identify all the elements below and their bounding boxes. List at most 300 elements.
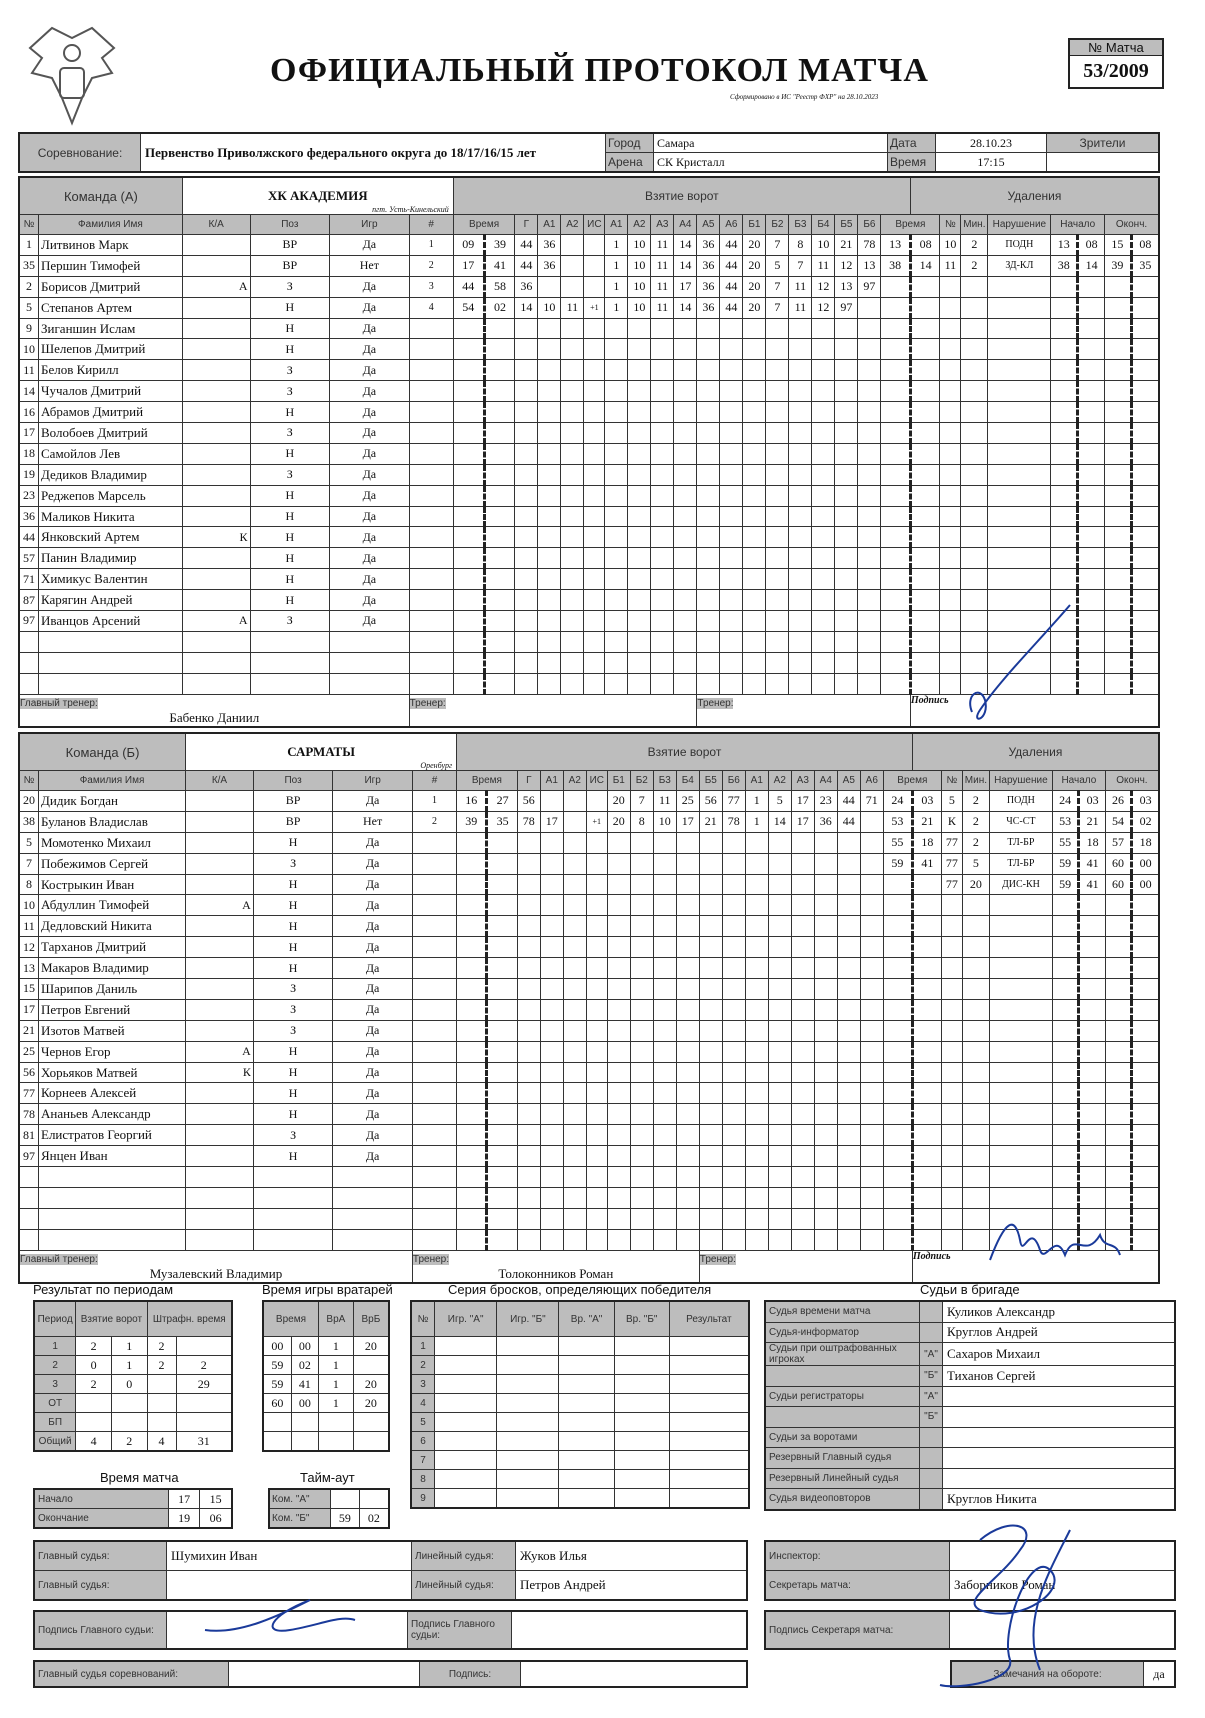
- team-a-goal-a2: [561, 443, 584, 464]
- team-a-onice-a: [720, 631, 743, 652]
- team-a-onice-a: [605, 443, 628, 464]
- team-b-onice-a: [699, 1104, 722, 1125]
- team-b-city: Оренбург: [420, 761, 453, 770]
- team-a-onice-a: [674, 443, 697, 464]
- team-a-onice-b: [766, 443, 789, 464]
- team-a-onice-a: [674, 569, 697, 590]
- team-b-player-position: [253, 1167, 333, 1188]
- team-b-onice-a: [630, 937, 653, 958]
- team-a-onice-a: [651, 318, 674, 339]
- team-b-onice-a: [630, 999, 653, 1020]
- team-b-onice-b: [791, 937, 814, 958]
- team-b-pen-end-sec: [1132, 895, 1159, 916]
- team-b-onice-b: [860, 874, 883, 895]
- team-a-player-number: 19: [19, 464, 39, 485]
- table-row: [19, 506, 1159, 527]
- team-b-goal-min: [457, 895, 487, 916]
- team-a-onice-a: [651, 631, 674, 652]
- team-a-goal-a2: [561, 485, 584, 506]
- team-b-goal-is: [586, 1208, 607, 1229]
- team-b-player-played: Да: [333, 895, 413, 916]
- team-b-player-played: Да: [333, 1020, 413, 1041]
- team-a-onice-a: 17: [674, 276, 697, 297]
- team-a-onice-a: 36: [697, 297, 720, 318]
- team-a-onice-a: 10: [628, 276, 651, 297]
- team-b-onice-a: [722, 1020, 745, 1041]
- team-b-pen-minutes: [962, 1041, 989, 1062]
- team-b-onice-a: [722, 1146, 745, 1167]
- team-a-goal-scorer: [515, 569, 538, 590]
- team-a-onice-a: [674, 548, 697, 569]
- team-a-pen-min: [881, 652, 910, 673]
- table-row: [765, 1386, 1175, 1407]
- team-a-goal-num: [409, 611, 453, 632]
- team-b-onice-b: [814, 895, 837, 916]
- team-a-pen-end-sec: [1131, 485, 1159, 506]
- team-b-onice-a: [676, 937, 699, 958]
- team-b-pen-end-sec: [1132, 958, 1159, 979]
- period-pen-b: 31: [176, 1432, 232, 1452]
- team-b-pen-violation: [989, 1083, 1052, 1104]
- team-b-player-position: З: [253, 853, 333, 874]
- team-b-player-number: 7: [19, 853, 39, 874]
- shootout-result: [669, 1451, 749, 1470]
- team-a-pen-sec: [910, 652, 939, 673]
- team-b-player-played: Нет: [333, 811, 413, 832]
- team-b-player-position: Н: [253, 895, 333, 916]
- team-b-pen-player: [941, 1083, 962, 1104]
- team-b-player-played: Да: [333, 999, 413, 1020]
- team-a-goal-min: [453, 485, 484, 506]
- table-row: [19, 276, 1159, 297]
- team-a-onice-a: [605, 318, 628, 339]
- team-a-onice-a: [651, 464, 674, 485]
- team-b-pen-end-sec: 00: [1132, 874, 1159, 895]
- team-a-goal-scorer: [515, 485, 538, 506]
- team-a-onice-a-header: А6: [720, 215, 743, 235]
- team-b-goal-a2: [563, 853, 586, 874]
- team-b-pen-start-sec: [1079, 1020, 1105, 1041]
- shootout-player-a: [435, 1394, 497, 1413]
- team-a-pen-min: 38: [881, 255, 910, 276]
- team-a-player-name: Першин Тимофей: [39, 255, 183, 276]
- period-pen-a: 2: [147, 1337, 176, 1356]
- team-b-pen-sec: [912, 1229, 941, 1250]
- team-b-onice-a: [676, 1229, 699, 1250]
- team-a-onice-a: 36: [697, 255, 720, 276]
- team-b-onice-a: [722, 1187, 745, 1208]
- shootout-goalie-b: [614, 1451, 669, 1470]
- team-b-pen-player: [941, 1104, 962, 1125]
- team-b-onice-b: [745, 832, 768, 853]
- team-b-goal-a2: [563, 1062, 586, 1083]
- shootout-num: 4: [411, 1394, 435, 1413]
- team-a-a2-header: А2: [561, 215, 584, 235]
- team-a-player-number: 23: [19, 485, 39, 506]
- team-a-onice-a: [720, 443, 743, 464]
- team-b-onice-b: [814, 958, 837, 979]
- goalie-b: 20: [353, 1394, 389, 1413]
- team-a-onice-b: [789, 569, 812, 590]
- team-b-onice-a: [607, 1208, 630, 1229]
- team-a-pen-sec: [910, 402, 939, 423]
- team-b-pen-start-min: [1052, 979, 1078, 1000]
- team-b-goal-is: [586, 874, 607, 895]
- team-a-pen-player: [940, 506, 961, 527]
- team-b-onice-a-header: Б2: [630, 771, 653, 791]
- team-a-pen-player: [940, 464, 961, 485]
- team-b-pen-end-min: [1105, 1020, 1131, 1041]
- team-b-onice-a: [653, 1187, 676, 1208]
- team-b-onice-a: [676, 1146, 699, 1167]
- table-row: [19, 360, 1159, 381]
- team-a-onice-a: [605, 464, 628, 485]
- team-b-player-role: [186, 1167, 254, 1188]
- team-a-onice-b: [812, 631, 835, 652]
- team-a-onice-a: [697, 611, 720, 632]
- team-a-goal-num: 3: [409, 276, 453, 297]
- team-a-pen-start-sec: [1078, 548, 1105, 569]
- team-b-onice-a: [653, 1167, 676, 1188]
- team-a-pen-min: 13: [881, 235, 910, 256]
- team-b-goal-scorer: [517, 832, 540, 853]
- shootout-header: Вр. "Б": [614, 1301, 669, 1337]
- table-row: [411, 1394, 749, 1413]
- team-a-goal-sec: [484, 443, 515, 464]
- team-a-onice-a: [697, 423, 720, 444]
- periods-title: Результат по периодам: [33, 1282, 174, 1297]
- team-a-goal-scorer: [515, 464, 538, 485]
- team-a-onice-b: [858, 590, 881, 611]
- team-a-pen-end-sec: [1131, 527, 1159, 548]
- team-b-goal-sec: 35: [487, 811, 517, 832]
- team-b-onice-b: [791, 979, 814, 1000]
- match-start-label: Начало: [34, 1489, 169, 1509]
- team-b-goal-min: [457, 958, 487, 979]
- team-b-onice-a: 21: [699, 811, 722, 832]
- team-a-goal-is: [584, 339, 605, 360]
- team-b-player-name: Буланов Владислав: [39, 811, 186, 832]
- team-a-player-played: Да: [330, 569, 410, 590]
- team-b-goal-a2: [563, 1020, 586, 1041]
- team-b-onice-b: [745, 999, 768, 1020]
- table-row: [34, 1375, 232, 1394]
- team-b-goal-a1: [540, 1104, 563, 1125]
- team-b-goal-min: [457, 1083, 487, 1104]
- team-b-pen-violation: [989, 1187, 1052, 1208]
- team-a-pen-player: 10: [940, 235, 961, 256]
- team-b-pen-start-sec: 03: [1079, 791, 1105, 812]
- team-b-onice-b: [768, 1125, 791, 1146]
- team-b-onice-a: [699, 1208, 722, 1229]
- team-b-onice-b: [768, 1062, 791, 1083]
- team-b-pen-end-min: [1105, 1146, 1131, 1167]
- team-a-goal-is: [584, 652, 605, 673]
- team-a-onice-a: [697, 402, 720, 423]
- team-b-onice-a: [699, 874, 722, 895]
- table-row: [19, 958, 1159, 979]
- team-b-onice-b: [745, 1208, 768, 1229]
- team-a-goal-min: [453, 673, 484, 694]
- team-a-goal-a2: [561, 360, 584, 381]
- team-b-onice-b: [860, 1062, 883, 1083]
- team-a-goal-scorer-header: Г: [515, 215, 538, 235]
- team-b-goal-is: [586, 958, 607, 979]
- team-a-goal-num: [409, 318, 453, 339]
- team-a-onice-a: [674, 381, 697, 402]
- team-a-onice-a: [674, 590, 697, 611]
- team-b-onice-b: [768, 1020, 791, 1041]
- city: Самара: [654, 133, 888, 153]
- team-a-player-number: 16: [19, 402, 39, 423]
- team-b-pen-sec: [912, 1062, 941, 1083]
- table-row: [411, 1413, 749, 1432]
- table-row: [263, 1356, 389, 1375]
- team-a-goal-a1: 36: [538, 255, 561, 276]
- team-b-onice-b: [860, 1167, 883, 1188]
- team-b-pen-minutes: [962, 1062, 989, 1083]
- team-b-pen-violation: [989, 1104, 1052, 1125]
- team-a-onice-a: 10: [628, 297, 651, 318]
- team-a-player-role: К: [182, 527, 250, 548]
- team-b-goal-a2: [563, 1167, 586, 1188]
- team-a-onice-b: [858, 548, 881, 569]
- team-b-player-name: [39, 1187, 186, 1208]
- team-a-player-name: Самойлов Лев: [39, 443, 183, 464]
- team-b-pen-start-sec: [1079, 916, 1105, 937]
- team-b-goal-sec: [487, 999, 517, 1020]
- team-a-onice-b: [858, 423, 881, 444]
- team-a-pen-end-sec: [1131, 590, 1159, 611]
- team-a-goal-scorer: [515, 631, 538, 652]
- team-b-pen-start-min: [1052, 1146, 1078, 1167]
- team-a-pen-player: [940, 569, 961, 590]
- shootout-player-a: [435, 1470, 497, 1489]
- team-a-onice-b: [812, 443, 835, 464]
- team-a-goal-a2: 11: [561, 297, 584, 318]
- team-b-onice-a: [630, 1020, 653, 1041]
- team-a-onice-b: [766, 318, 789, 339]
- spectators-label: Зрители: [1047, 133, 1160, 153]
- team-b-player-role: [186, 853, 254, 874]
- team-b-pen-player: 77: [941, 832, 962, 853]
- team-b-player-number: 77: [19, 1083, 39, 1104]
- team-a-goal-sec: 41: [484, 255, 515, 276]
- team-a-pen-start-min: [1051, 318, 1078, 339]
- team-b-onice-a: 11: [653, 791, 676, 812]
- shootout-player-b: [497, 1489, 559, 1509]
- team-a-player-position: Н: [250, 297, 330, 318]
- team-a-onice-b: [858, 464, 881, 485]
- team-a-onice-b: [743, 548, 766, 569]
- team-b-goal-min: [457, 1208, 487, 1229]
- table-row: [263, 1337, 389, 1356]
- goalie-change-min: 59: [263, 1356, 291, 1375]
- team-a-goal-scorer: [515, 611, 538, 632]
- team-a-pen-start-sec: [1078, 506, 1105, 527]
- team-a-pen-sec: [910, 360, 939, 381]
- table-row: [765, 1343, 1175, 1366]
- team-a-onice-a: [720, 423, 743, 444]
- team-b-onice-b: [837, 999, 860, 1020]
- team-b-goal-num: [412, 1229, 456, 1250]
- team-b-player-number: 8: [19, 874, 39, 895]
- team-b-onice-a: [630, 1125, 653, 1146]
- team-b-goal-min: [457, 1041, 487, 1062]
- official-sub: [920, 1448, 943, 1469]
- team-b-pen-minutes: [962, 1167, 989, 1188]
- team-a-pen-end-min: [1105, 297, 1132, 318]
- team-a-onice-b: [743, 464, 766, 485]
- team-a-goal-min: [453, 631, 484, 652]
- team-a-onice-a: [697, 673, 720, 694]
- team-a-goal-a2: [561, 423, 584, 444]
- team-a-onice-b: [812, 569, 835, 590]
- team-a-pen-min: [881, 548, 910, 569]
- table-row: [411, 1337, 749, 1356]
- official-name: [943, 1427, 1176, 1448]
- team-b-player-position: [253, 1229, 333, 1250]
- team-b-player-position: З: [253, 1020, 333, 1041]
- team-a-pos-header: Поз: [250, 215, 330, 235]
- team-b-goal-min: [457, 999, 487, 1020]
- team-a-player-name: Янковский Артем: [39, 527, 183, 548]
- team-a-goal-is: [584, 318, 605, 339]
- team-b-pen-minutes: [962, 895, 989, 916]
- team-b-goal-sec: [487, 895, 517, 916]
- table-row: [34, 1337, 232, 1356]
- team-a-onice-a: [720, 360, 743, 381]
- team-a-goal-num: [409, 360, 453, 381]
- team-a-onice-a: 36: [697, 235, 720, 256]
- team-b-onice-a: [630, 979, 653, 1000]
- team-b-player-name: Дедловский Никита: [39, 916, 186, 937]
- team-a-onice-b: [835, 318, 858, 339]
- team-b-pen-start-sec: 41: [1079, 853, 1105, 874]
- team-a-goal-a1: [538, 548, 561, 569]
- team-a-pen-start-min: [1051, 339, 1078, 360]
- team-b-onice-b: [768, 999, 791, 1020]
- team-a-goal-scorer: [515, 527, 538, 548]
- team-b-pen-min: [883, 1187, 912, 1208]
- team-a-onice-b: 20: [743, 235, 766, 256]
- team-b-goal-scorer: [517, 874, 540, 895]
- team-b-pen-min: 53: [883, 811, 912, 832]
- team-b-onice-a: [676, 1062, 699, 1083]
- team-b-goal-is: [586, 937, 607, 958]
- team-b-pen-end-min: [1105, 1104, 1131, 1125]
- match-number-box: [1068, 38, 1164, 89]
- team-a-pen-sec: [910, 527, 939, 548]
- team-b-player-number: 15: [19, 979, 39, 1000]
- team-b-player-role: [186, 1104, 254, 1125]
- team-a-goal-num: [409, 506, 453, 527]
- official-sub: [920, 1301, 943, 1322]
- team-a-pen-start-min: [1051, 276, 1078, 297]
- team-a-player-number: 87: [19, 590, 39, 611]
- team-b-pen-minutes: [962, 999, 989, 1020]
- team-b-onice-b: [768, 1146, 791, 1167]
- table-row: [19, 916, 1159, 937]
- team-b-goal-min: [457, 832, 487, 853]
- team-a-onice-a: 44: [720, 255, 743, 276]
- team-b-goal-scorer: [517, 937, 540, 958]
- team-b-onice-a: [722, 1062, 745, 1083]
- team-b-onice-b: [768, 1167, 791, 1188]
- team-b-onice-a: [722, 1104, 745, 1125]
- team-a-goal-sec: [484, 464, 515, 485]
- team-a-pen-min: [881, 443, 910, 464]
- team-b-player-played: Да: [333, 1146, 413, 1167]
- shootout-header: Игр. "А": [435, 1301, 497, 1337]
- table-row: [19, 1167, 1159, 1188]
- team-b-goal-scorer: [517, 1187, 540, 1208]
- team-b-goal-sec: [487, 916, 517, 937]
- team-a-pen-min-header: Мин.: [961, 215, 988, 235]
- team-a-player-played: [330, 652, 410, 673]
- team-b-goal-sec: [487, 958, 517, 979]
- team-a-goal-scorer: [515, 339, 538, 360]
- team-b-player-name: Побежимов Сергей: [39, 853, 186, 874]
- shootout-goalie-a: [559, 1375, 614, 1394]
- team-b-pen-sec: [912, 1146, 941, 1167]
- team-b-pen-player: [941, 1167, 962, 1188]
- team-a-pen-end-min: [1105, 590, 1132, 611]
- team-b-onice-b: [860, 999, 883, 1020]
- team-b-pen-end-sec: [1132, 937, 1159, 958]
- official-name: [943, 1448, 1176, 1469]
- team-a-onice-a: [697, 318, 720, 339]
- team-b-goal-a1: [540, 832, 563, 853]
- shootout-num: 9: [411, 1489, 435, 1509]
- official-sub: "Б": [920, 1407, 943, 1428]
- team-a-onice-a: [605, 527, 628, 548]
- team-a-pen-min: [881, 381, 910, 402]
- team-a-onice-a: [605, 631, 628, 652]
- team-a-coach2-label: Тренер:: [697, 697, 734, 709]
- team-b-goal-sec: [487, 1208, 517, 1229]
- team-b-onice-b: [837, 1041, 860, 1062]
- team-a-onice-a: [697, 360, 720, 381]
- team-a-player-played: Да: [330, 297, 410, 318]
- team-b-onice-b: [791, 853, 814, 874]
- team-b-onice-a: [630, 853, 653, 874]
- team-b-goal-num: [412, 874, 456, 895]
- team-b-player-played: Да: [333, 832, 413, 853]
- team-a-onice-a: 14: [674, 297, 697, 318]
- team-a-player-name: Абрамов Дмитрий: [39, 402, 183, 423]
- team-a-onice-b: [858, 569, 881, 590]
- period-name: 2: [34, 1356, 76, 1375]
- team-a-player-role: [182, 318, 250, 339]
- team-b-onice-b: [791, 1146, 814, 1167]
- team-b-head-coach-cell: [19, 1250, 412, 1283]
- team-a-goal-is: [584, 235, 605, 256]
- competition-judge-signature: [521, 1661, 748, 1687]
- team-b-pen-end-min: [1105, 1167, 1131, 1188]
- team-a-goal-is: [584, 360, 605, 381]
- team-b-onice-a: [722, 874, 745, 895]
- team-a-onice-b: [812, 611, 835, 632]
- team-b-onice-b: [791, 1125, 814, 1146]
- team-b-onice-a: [722, 979, 745, 1000]
- team-a-player-name: Степанов Артем: [39, 297, 183, 318]
- team-a-onice-b: [789, 631, 812, 652]
- team-a-onice-b: 8: [789, 235, 812, 256]
- team-a-onice-b: [812, 381, 835, 402]
- team-b-onice-a: [699, 999, 722, 1020]
- team-b-pen-sec: [912, 1104, 941, 1125]
